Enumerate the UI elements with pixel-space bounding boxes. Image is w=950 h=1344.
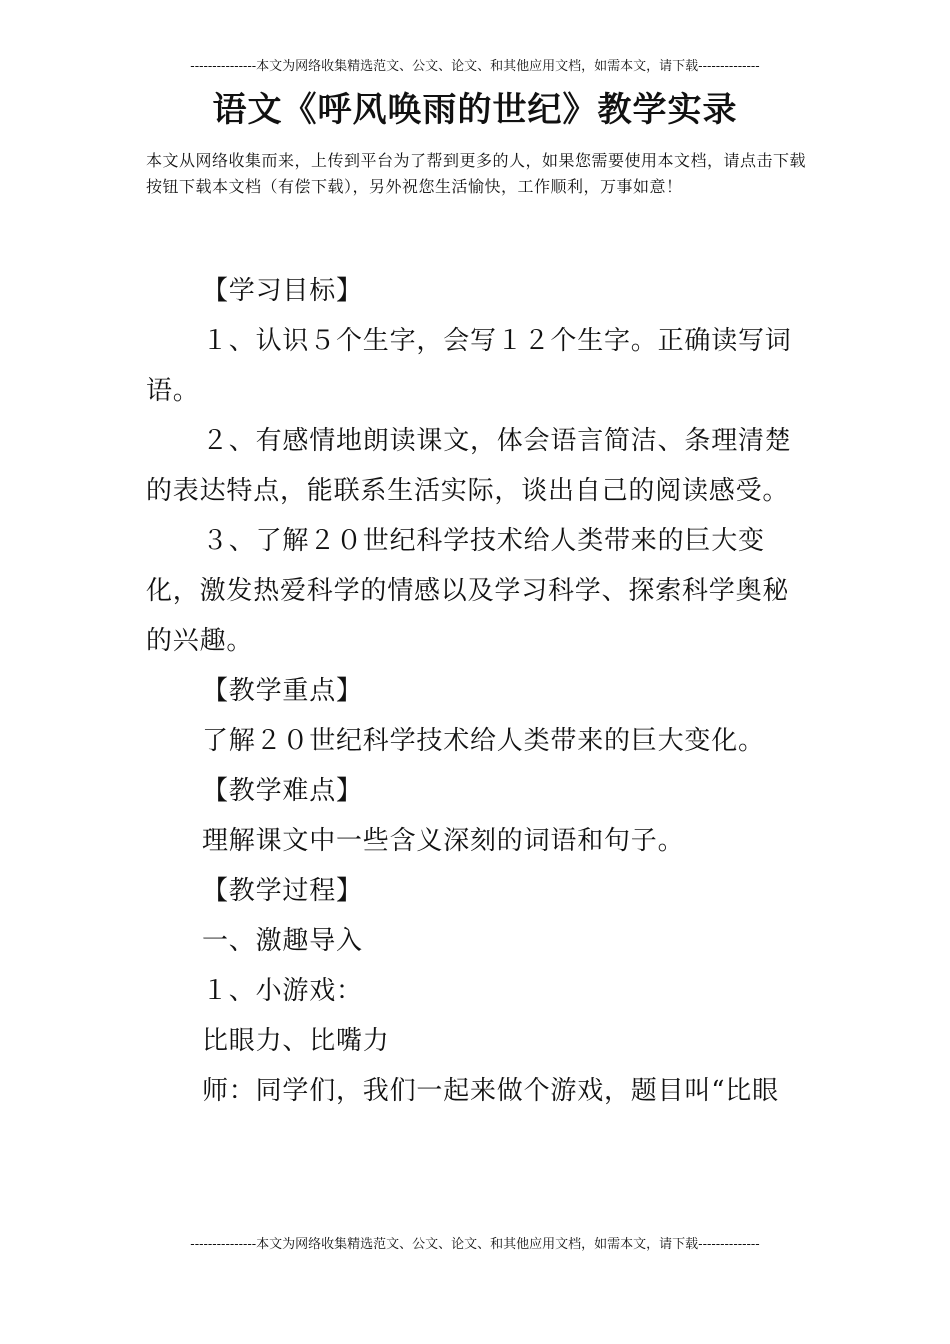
teacher-line: 师：同学们，我们一起来做个游戏，题目叫“比眼 — [202, 1076, 779, 1106]
goal-item-2: ２、有感情地朗读课文，体会语言简洁、条理清楚的表达特点，能联系生活实际，谈出自己的阅读感受。 — [146, 426, 792, 506]
intro-text: 本文从网络收集而来，上传到平台为了帮到更多的人，如果您需要使用本文档，请点击下载按钮下载本文档（有偿下载），另外祝您生活愉快，工作顺利，万事如意！ — [146, 151, 807, 196]
goal-item-1: １、认识５个生字，会写１２个生字。正确读写词语。 — [146, 326, 792, 406]
footer-banner: ---------------本文为网络收集精选范文、公文、论文、和其他应用文档，如需本文，请下载-------------- — [190, 1237, 760, 1252]
difficulties-text: 理解课文中一些含义深刻的词语和句子。 — [202, 826, 685, 856]
document-title: 语文《呼风唤雨的世纪》教学实录 — [212, 90, 738, 130]
heading-learning-goals: 【学习目标】 — [202, 276, 363, 306]
header-banner: ---------------本文为网络收集精选范文、公文、论文、和其他应用文档，如需本文，请下载-------------- — [190, 59, 760, 74]
process-substep-game: １、小游戏： — [202, 976, 363, 1006]
heading-difficulties: 【教学难点】 — [202, 776, 363, 806]
heading-key-points: 【教学重点】 — [202, 676, 363, 706]
key-points-text: 了解２０世纪科学技术给人类带来的巨大变化。 — [202, 726, 765, 756]
heading-process: 【教学过程】 — [202, 876, 363, 906]
game-name: 比眼力、比嘴力 — [202, 1026, 390, 1056]
goal-item-3: ３、了解２０世纪科学技术给人类带来的巨大变化，激发热爱科学的情感以及学习科学、探索科学奥秘的兴趣。 — [146, 526, 790, 656]
process-step-1: 一、激趣导入 — [202, 926, 363, 956]
document-body — [146, 266, 810, 1116]
